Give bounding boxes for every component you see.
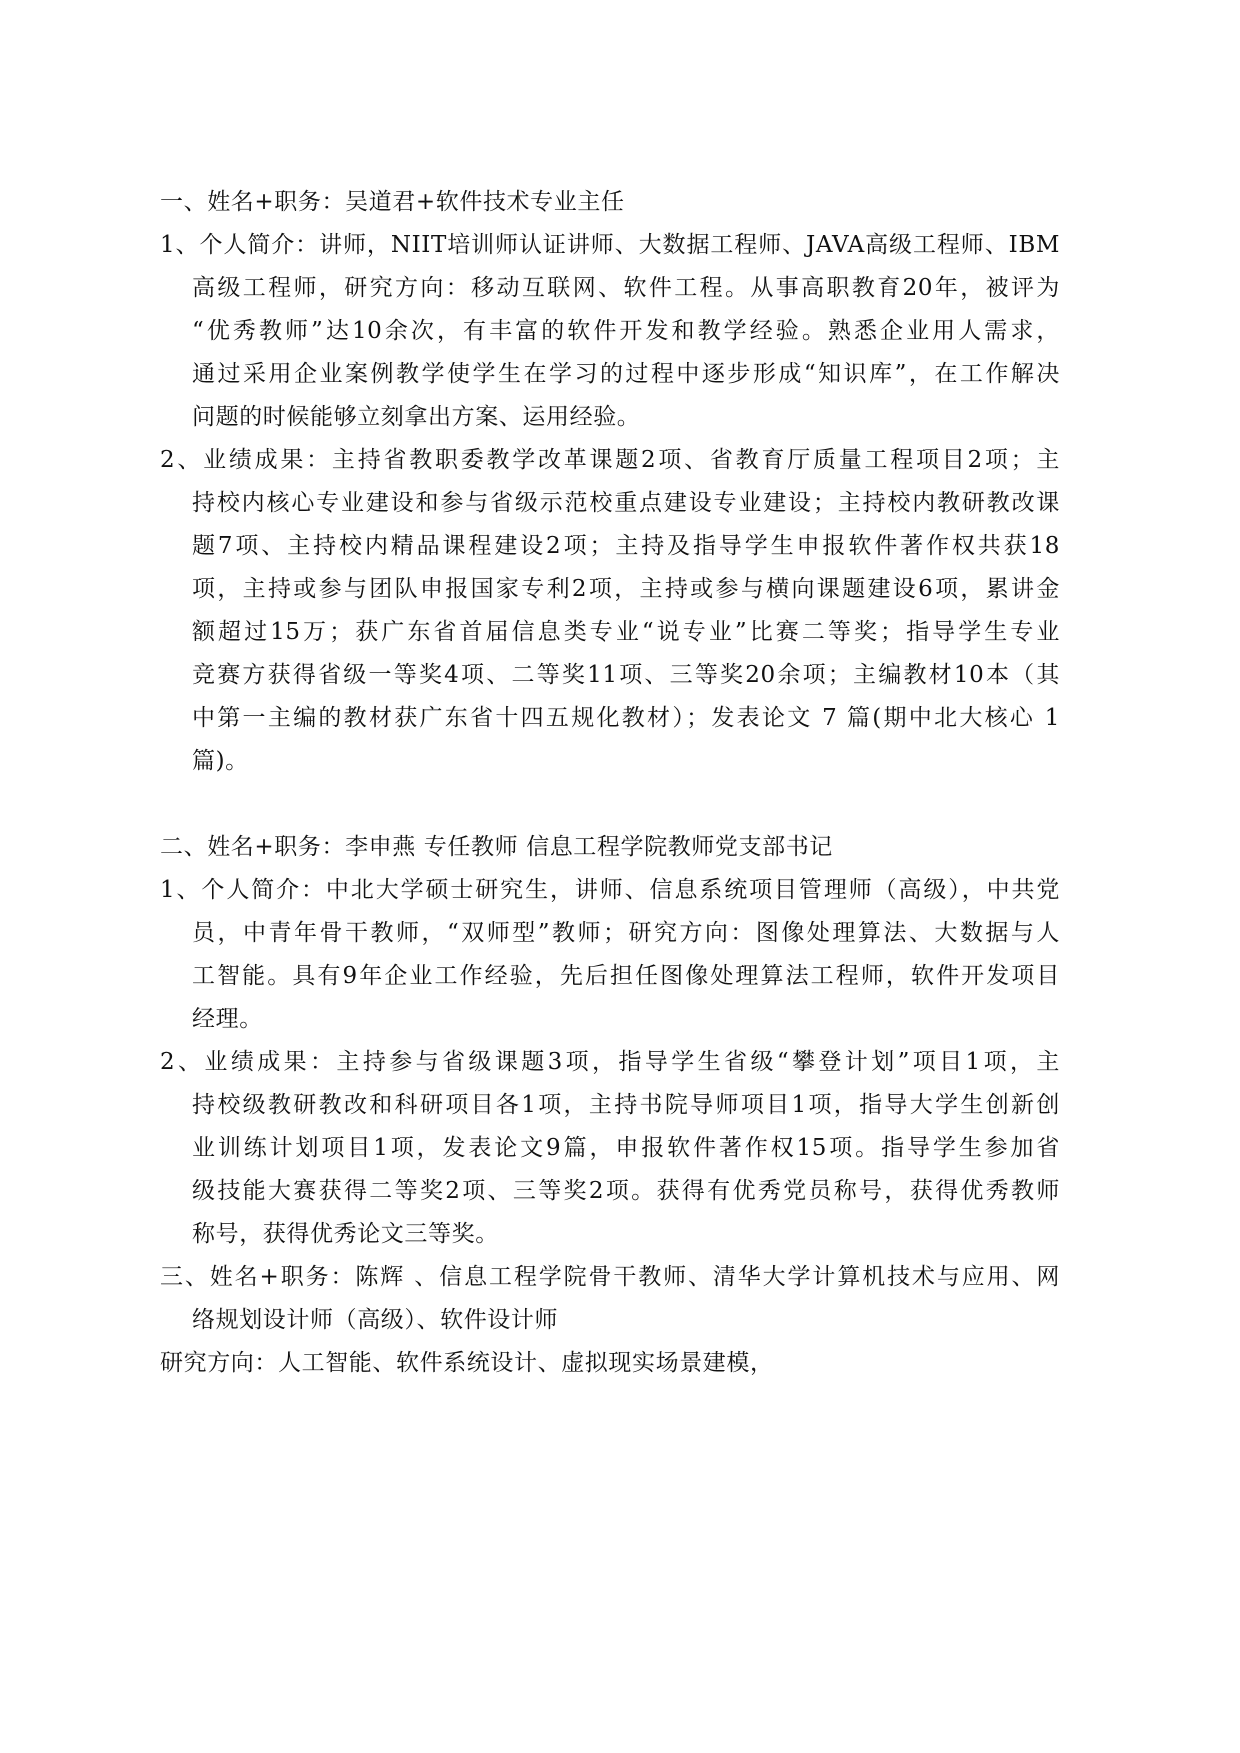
section2-intro-line: 1、个人简介：中北大学硕士研究生，讲师、信息系统项目管理师（高级），中共党: [160, 877, 1060, 903]
section2-achievements-line: 称号，获得优秀论文三等奖。: [192, 1221, 499, 1247]
section1-achievements-line: 持校内核心专业建设和参与省级示范校重点建设专业建设；主持校内教研教改课: [192, 490, 1060, 516]
section1-intro-line: 1、个人简介：讲师，NIIT培训师认证讲师、大数据工程师、JAVA高级工程师、IBM: [160, 232, 1060, 258]
section1-intro-line: 问题的时候能够立刻拿出方案、运用经验。: [192, 404, 641, 430]
section2-intro-line: 经理。: [192, 1006, 263, 1032]
section1-intro-line: 通过采用企业案例教学使学生在学习的过程中逐步形成“知识库”，在工作解决: [192, 361, 1060, 387]
section2-achievements-line: 级技能大赛获得二等奖2项、三等奖2项。获得有优秀党员称号，获得优秀教师: [192, 1178, 1060, 1204]
section3-heading-line: 三、姓名+职务：陈辉 、信息工程学院骨干教师、清华大学计算机技术与应用、网: [160, 1264, 1060, 1290]
section3-heading-line: 络规划设计师（高级）、软件设计师: [192, 1307, 559, 1333]
section1-achievements-line: 篇)。: [192, 748, 249, 774]
section2-intro-line: 工智能。具有9年企业工作经验，先后担任图像处理算法工程师，软件开发项目: [192, 963, 1060, 989]
section1-achievements-line: 2、业绩成果：主持省教职委教学改革课题2项、省教育厅质量工程项目2项；主: [160, 447, 1060, 473]
section1-achievements-line: 竞赛方获得省级一等奖4项、二等奖11项、三等奖20余项；主编教材10本（其: [192, 662, 1060, 688]
section1-achievements-line: 项，主持或参与团队申报国家专利2项，主持或参与横向课题建设6项，累讲金: [192, 576, 1060, 602]
section1-heading: 一、姓名+职务：吴道君+软件技术专业主任: [160, 189, 625, 215]
section2-achievements-line: 持校级教研教改和科研项目各1项，主持书院导师项目1项，指导大学生创新创: [192, 1092, 1060, 1118]
section1-achievements-line: 题7项、主持校内精品课程建设2项；主持及指导学生申报软件著作权共获18: [192, 533, 1060, 559]
section2-intro-line: 员，中青年骨干教师，“双师型”教师；研究方向：图像处理算法、大数据与人: [192, 920, 1060, 946]
section2-achievements-line: 2、业绩成果：主持参与省级课题3项，指导学生省级“攀登计划”项目1项，主: [160, 1049, 1060, 1075]
section3-research: 研究方向：人工智能、软件系统设计、虚拟现实场景建模，: [160, 1350, 774, 1376]
section2-heading: 二、姓名+职务：李申燕 专任教师 信息工程学院教师党支部书记: [160, 834, 833, 860]
section1-achievements-line: 额超过15万；获广东省首届信息类专业“说专业”比赛二等奖；指导学生专业: [192, 619, 1060, 645]
section1-achievements-line: 中第一主编的教材获广东省十四五规化教材）；发表论文 7 篇(期中北大核心 1: [192, 705, 1060, 731]
section1-intro-line: “优秀教师”达10余次，有丰富的软件开发和教学经验。熟悉企业用人需求，: [192, 318, 1060, 344]
section2-achievements-line: 业训练计划项目1项，发表论文9篇，申报软件著作权15项。指导学生参加省: [192, 1135, 1060, 1161]
section1-intro-line: 高级工程师，研究方向：移动互联网、软件工程。从事高职教育20年，被评为: [192, 275, 1060, 301]
